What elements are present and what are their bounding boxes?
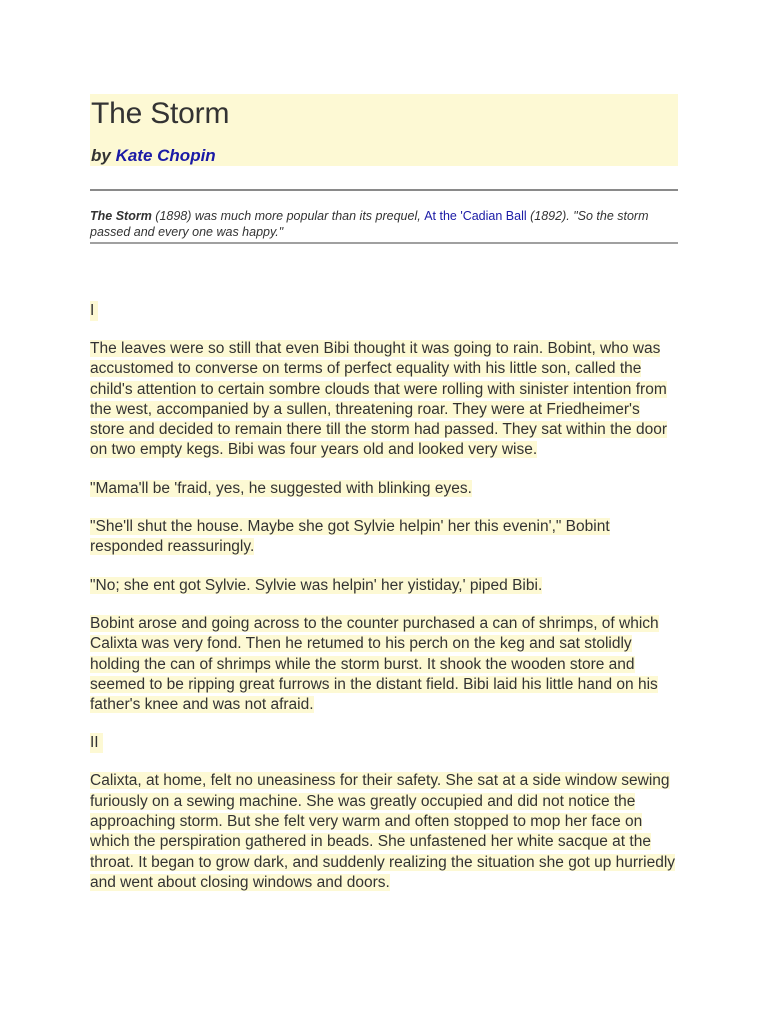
- paragraph: [90, 576, 678, 596]
- paragraph-text: "She'll shut the house. Maybe she got Sylvie helpin' her this evenin'," Bobint responded reassuringly.: [90, 518, 610, 556]
- top-divider: [90, 189, 678, 191]
- byline: [91, 146, 678, 166]
- byline-prefix: by: [91, 146, 111, 165]
- paragraph-text: Calixta, at home, felt no uneasiness for their safety. She sat at a side window sewing furiously on a sewing machine. She was greatly occupied and did not notice the approaching storm. But she felt very warm and often stopped to mop her face on which the perspiration gathered in beads. She unfastened her white sacque at the throat. It began to grow dark, and suddenly realizing the situation she got up hurriedly and went about closing windows and doors.: [90, 772, 676, 891]
- section-2: [90, 715, 678, 893]
- section-1: [90, 244, 678, 715]
- intro-text-before: (1898) was much more popular than its prequel,: [151, 209, 425, 223]
- paragraph: [90, 339, 678, 461]
- section-number: I: [90, 301, 98, 321]
- paragraph: [90, 614, 678, 715]
- cadian-ball-link[interactable]: At the 'Cadian Ball: [424, 209, 527, 223]
- document-page: [90, 94, 678, 893]
- document-title: The Storm: [91, 97, 230, 130]
- paragraph-text: Bobint arose and going across to the counter purchased a can of shrimps, of which Calixta was very fond. Then he retumed to his perch on the keg and sat stolidly holding the can of shrimps while the storm burst. It shook the wooden store and seemed to be ripping great furrows in the distant field. Bibi laid his little hand on his father's knee and was not afraid.: [90, 614, 659, 714]
- author-link[interactable]: Kate Chopin: [115, 146, 216, 165]
- intro-note: [90, 208, 678, 240]
- section-number: II: [90, 733, 103, 753]
- paragraph-text: "Mama'll be 'fraid, yes, he suggested with blinking eyes.: [90, 479, 472, 497]
- paragraph: [90, 479, 678, 499]
- title-block: [90, 94, 678, 166]
- paragraph-text: The leaves were so still that even Bibi thought it was going to rain. Bobint, who was accustomed to converse on terms of perfect equality with his little son, called the child's attention to certain sombre clouds that were rolling with sinister intention from the west, accompanied by a sullen, threatening roar. They were at Friedheimer's store and decided to remain there till the storm had passed. They sat within the door on two empty kegs. Bibi was four years old and looked very wise.: [90, 340, 667, 459]
- paragraph: [90, 517, 678, 558]
- paragraph-text: "No; she ent got Sylvie. Sylvie was helpin' her yistiday,' piped Bibi.: [90, 576, 543, 594]
- intro-text-after: (1892). "So the storm passed and every one was happy.": [90, 209, 649, 239]
- intro-bold-title: The Storm: [90, 209, 152, 223]
- paragraph: [90, 771, 678, 893]
